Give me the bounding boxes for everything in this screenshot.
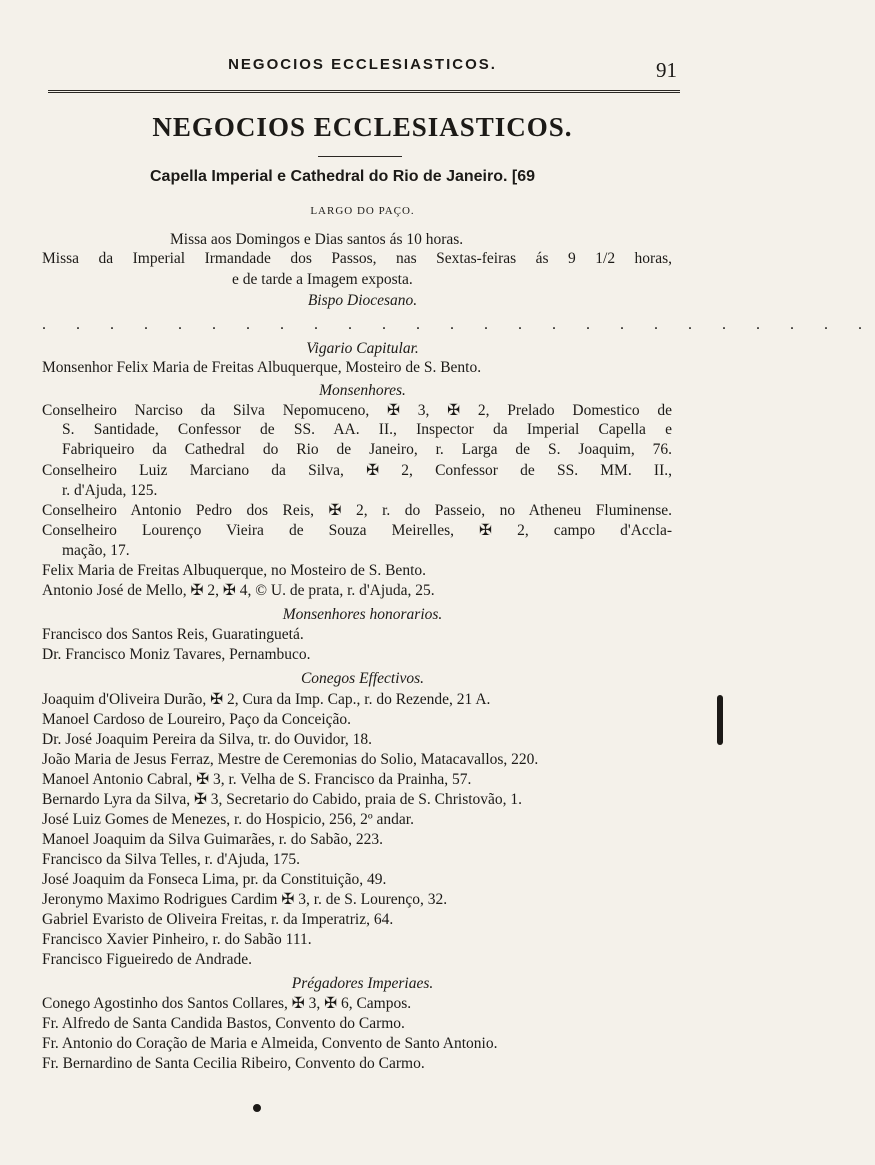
heading-conegos: Conegos Effectivos.: [300, 670, 425, 687]
heading-monsenhores: Monsenhores.: [319, 382, 406, 399]
entry-line: Francisco Figueiredo de Andrade.: [42, 951, 253, 968]
entry-line: Fr. Antonio do Coração de Maria e Almeida, Convento de Santo Antonio.: [42, 1035, 498, 1052]
entry-line: S. Santidade, Confessor de SS. AA. II., Inspector da Imperial Capella e: [62, 421, 672, 438]
entry-line: Bernardo Lyra da Silva, ✠ 3, Secretario do Cabido, praia de S. Christovão, 1.: [42, 791, 523, 808]
margin-mark: [717, 695, 723, 745]
entry-line: José Luiz Gomes de Menezes, r. do Hospicio, 256, 2º andar.: [42, 811, 414, 828]
entry-line: Fr. Alfredo de Santa Candida Bastos, Convento do Carmo.: [42, 1015, 405, 1032]
entry-line: Manoel Cardoso de Loureiro, Paço da Conceição.: [42, 711, 352, 728]
entry-line: Francisco dos Santos Reis, Guaratinguetá.: [42, 626, 304, 643]
section-subtitle: Capella Imperial e Cathedral do Rio de Janeiro. [69: [150, 168, 536, 185]
entry-line: Dr. José Joaquim Pereira da Silva, tr. do Ouvidor, 18.: [42, 731, 373, 748]
heading-honorarios: Monsenhores honorarios.: [282, 606, 443, 623]
entry-line: Francisco Xavier Pinheiro, r. do Sabão 111.: [42, 931, 312, 948]
entry-line: Gabriel Evaristo de Oliveira Freitas, r. da Imperatriz, 64.: [42, 911, 394, 928]
entry-line: Jeronymo Maximo Rodrigues Cardim ✠ 3, r. de S. Lourenço, 32.: [42, 891, 448, 908]
entry-line: Dr. Francisco Moniz Tavares, Pernambuco.: [42, 646, 311, 663]
running-head: NEGOCIOS ECCLESIASTICOS.: [228, 56, 497, 73]
heading-bispo: Bispo Diocesano.: [307, 292, 418, 309]
heading-vigario: Vigario Capitular.: [306, 340, 419, 357]
entry-line: João Maria de Jesus Ferraz, Mestre de Ceremonias do Solio, Matacavallos, 220.: [42, 751, 539, 768]
location-heading: LARGO DO PAÇO.: [310, 205, 415, 217]
schedule-line: e de tarde a Imagem exposta.: [232, 271, 413, 288]
entry-line: Conselheiro Antonio Pedro dos Reis, ✠ 2, r. do Passeio, no Atheneu Fluminense.: [42, 502, 672, 519]
entry-line: mação, 17.: [62, 542, 130, 559]
header-rule: [48, 90, 680, 93]
entry-line: Manoel Joaquim da Silva Guimarães, r. do Sabão, 223.: [42, 831, 383, 848]
entry-line: Fabriqueiro da Cathedral do Rio de Janeiro, r. Larga de S. Joaquim, 76.: [62, 441, 672, 458]
entry-line: Conselheiro Lourenço Vieira de Souza Meirelles, ✠ 2, campo d'Accla-: [42, 522, 672, 539]
entry-line: Francisco da Silva Telles, r. d'Ajuda, 175.: [42, 851, 300, 868]
entry-line: Conselheiro Luiz Marciano da Silva, ✠ 2, Confessor de SS. MM. II.,: [42, 462, 672, 479]
heading-pregadores: Prégadores Imperiaes.: [291, 975, 434, 992]
entry-line: José Joaquim da Fonseca Lima, pr. da Constituição, 49.: [42, 871, 387, 888]
vigario-entry: Monsenhor Felix Maria de Freitas Albuquerque, Mosteiro de S. Bento.: [42, 359, 482, 376]
page-number: 91: [656, 58, 677, 82]
schedule-line: Missa da Imperial Irmandade dos Passos, nas Sextas-feiras ás 9 1/2 horas,: [42, 250, 672, 267]
entry-line: Conselheiro Narciso da Silva Nepomuceno, ✠ 3, ✠ 2, Prelado Domestico de: [42, 402, 672, 419]
entry-line: Joaquim d'Oliveira Durão, ✠ 2, Cura da Imp. Cap., r. do Rezende, 21 A.: [42, 691, 491, 708]
entry-line: r. d'Ajuda, 125.: [62, 482, 158, 499]
entry-line: Manoel Antonio Cabral, ✠ 3, r. Velha de S. Francisco da Prainha, 57.: [42, 771, 472, 788]
entry-line: Antonio José de Mello, ✠ 2, ✠ 4, © U. de prata, r. d'Ajuda, 25.: [42, 582, 435, 599]
entry-line: Fr. Bernardino de Santa Cecilia Ribeiro, Convento do Carmo.: [42, 1055, 425, 1072]
title-rule: [318, 156, 402, 157]
entry-line: Felix Maria de Freitas Albuquerque, no Mosteiro de S. Bento.: [42, 562, 426, 579]
ink-dot: [253, 1104, 261, 1112]
dotted-leader: . . . . . . . . . . . . . . . . . . . . . . . . .: [42, 316, 875, 333]
page-title: NEGOCIOS ECCLESIASTICOS.: [152, 112, 573, 142]
schedule-line: Missa aos Domingos e Dias santos ás 10 horas.: [170, 231, 464, 248]
entry-line: Conego Agostinho dos Santos Collares, ✠ 3, ✠ 6, Campos.: [42, 995, 412, 1012]
